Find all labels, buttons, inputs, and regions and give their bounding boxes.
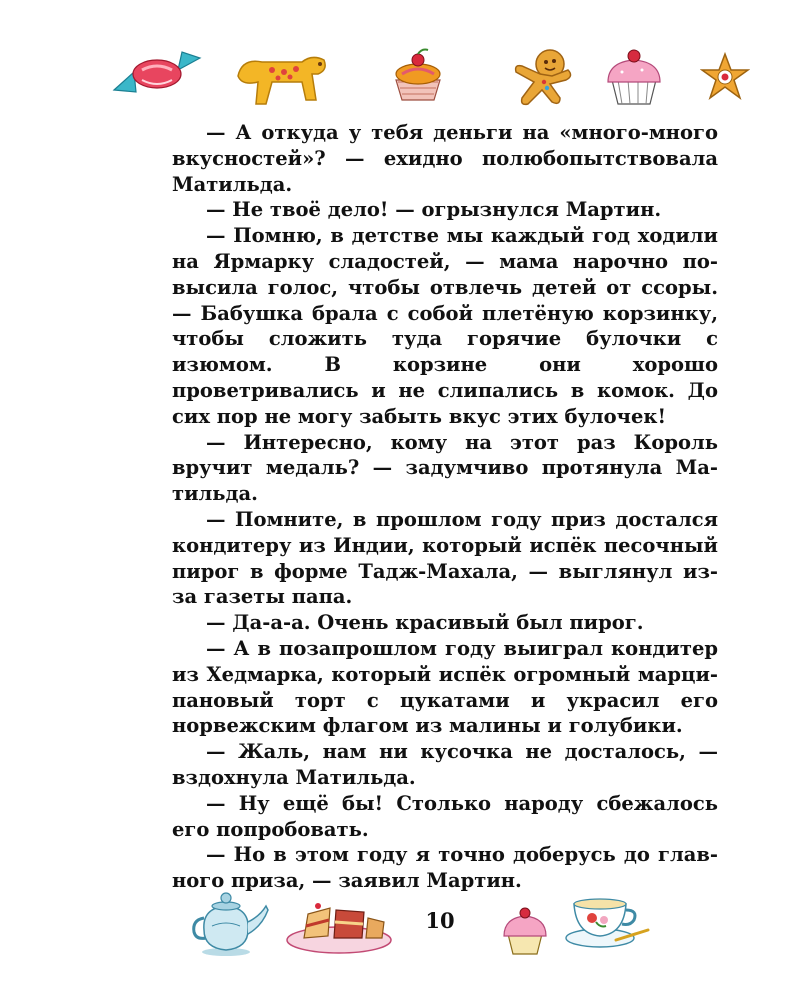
top-decoration-strip: [0, 40, 800, 110]
paragraph: — Помните, в прошлом году приз достался кондитеру из Индии, который испёк песочный пирог в форме Тадж-Махала, — выглянул из-за газеты папа.: [172, 507, 718, 609]
paragraph: — А откуда у тебя деньги на «много-много вкусностей»? — ехидно полюбопытствовала Матильда.: [172, 121, 718, 196]
small-cupcake-icon: [500, 906, 550, 958]
paragraph: — Не твоё дело! — огрызнулся Мартин.: [206, 198, 662, 222]
cake-slices-plate-icon: [284, 898, 394, 956]
paragraph: — Интересно, кому на этот раз Король вручит медаль? — задумчиво протянула Матильда.: [172, 430, 718, 506]
teacup-and-spoon-icon: [562, 884, 652, 954]
story-text: [172, 120, 718, 894]
gingerbread-horse-icon: [232, 48, 332, 108]
page-number: 10: [425, 908, 455, 933]
wrapped-candy-icon: [112, 50, 202, 100]
star-cookie-icon: [700, 52, 750, 102]
pink-cupcake-icon: [602, 48, 666, 108]
paragraph: — Ну ещё бы! Столько народу сбежалось его попробовать.: [172, 791, 718, 841]
teapot-icon: [190, 886, 270, 958]
paragraph: — Помню, в детстве мы каждый год ходили на Ярмарку сладостей, — мама нарочно повысила голос, чтобы отвлечь детей от ссоры. — Бабушка брала с собой плетёную корзинку, чтобы сложить туда горячие булочки с изюмом. В корзине они хорошо проветривались и не слипались в комок. До сих пор не могу забыть вкус этих булочек!: [172, 224, 718, 428]
paragraph: — Жаль, нам ни кусочка не досталось, — вздохнула Матильда.: [172, 740, 718, 789]
cake-with-cherry-icon: [388, 46, 448, 106]
bottom-decoration-strip: [0, 880, 800, 960]
paragraph: — А в позапрошлом году выиграл кондитер из Хедмарка, который испёк огромный марципановый торт с цукатами и украсил его норвежским флагом из малины и голубики.: [172, 636, 718, 738]
paragraph: — Но в этом году я точно доберусь до главного приза, — заявил Мартин.: [172, 843, 718, 893]
gingerbread-man-icon: [492, 46, 582, 110]
paragraph: — Да-а-а. Очень красивый был пирог.: [206, 611, 644, 635]
